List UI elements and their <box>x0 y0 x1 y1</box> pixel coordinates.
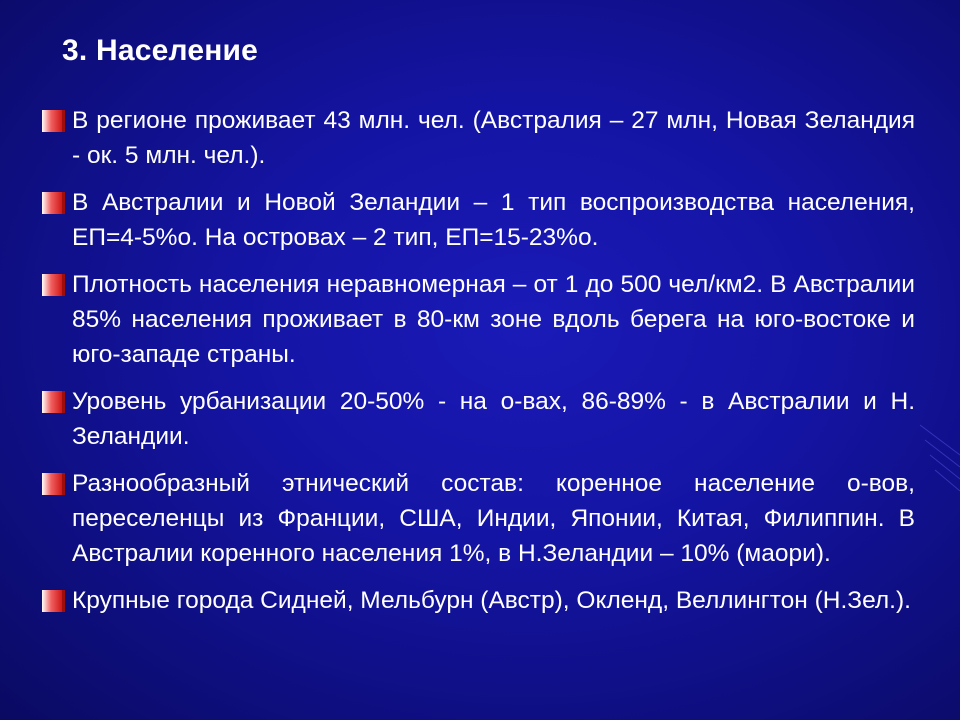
bullet-square-icon <box>40 588 66 614</box>
decorative-lines <box>920 395 960 535</box>
bullet-square-icon <box>40 471 66 497</box>
slide-title: 3. Население <box>62 34 259 67</box>
bullet-text: Плотность населения неравномерная – от 1 до 500 чел/км2. В Австралии 85% населения проживает в 80-км зоне вдоль берега на юго-востоке и юго-западе страны. <box>72 271 915 368</box>
bullet-text: Крупные города Сидней, Мельбурн (Австр), Окленд, Веллингтон (Н.Зел.). <box>72 587 911 614</box>
bullet-square-icon <box>40 389 66 415</box>
bullet-square-icon <box>40 190 66 216</box>
bullet-square-icon <box>40 108 66 134</box>
bullet-text: Уровень урбанизации 20-50% - на о-вах, 86-89% - в Австралии и Н. Зеландии. <box>72 388 915 450</box>
bullet-text: В регионе проживает 43 млн. чел. (Австралия – 27 млн, Новая Зеландия - ок. 5 млн. чел.). <box>72 107 915 169</box>
bullet-item <box>0 185 915 255</box>
bullet-list <box>0 103 960 630</box>
bullet-item <box>0 267 915 372</box>
bullet-text: В Австралии и Новой Зеландии – 1 тип воспроизводства населения, ЕП=4-5%о. На островах – 2 тип, ЕП=15-23%о. <box>72 189 915 251</box>
bullet-item <box>0 384 915 454</box>
bullet-item <box>0 466 915 571</box>
bullet-text: Разнообразный этнический состав: коренное население о-вов, переселенцы из Франции, США, Индии, Японии, Китая, Филиппин. В Австралии коренного населения 1%, в Н.Зеландии – 10% (маори). <box>72 470 915 567</box>
bullet-square-icon <box>40 272 66 298</box>
bullet-item <box>0 103 915 173</box>
bullet-item <box>0 583 915 618</box>
